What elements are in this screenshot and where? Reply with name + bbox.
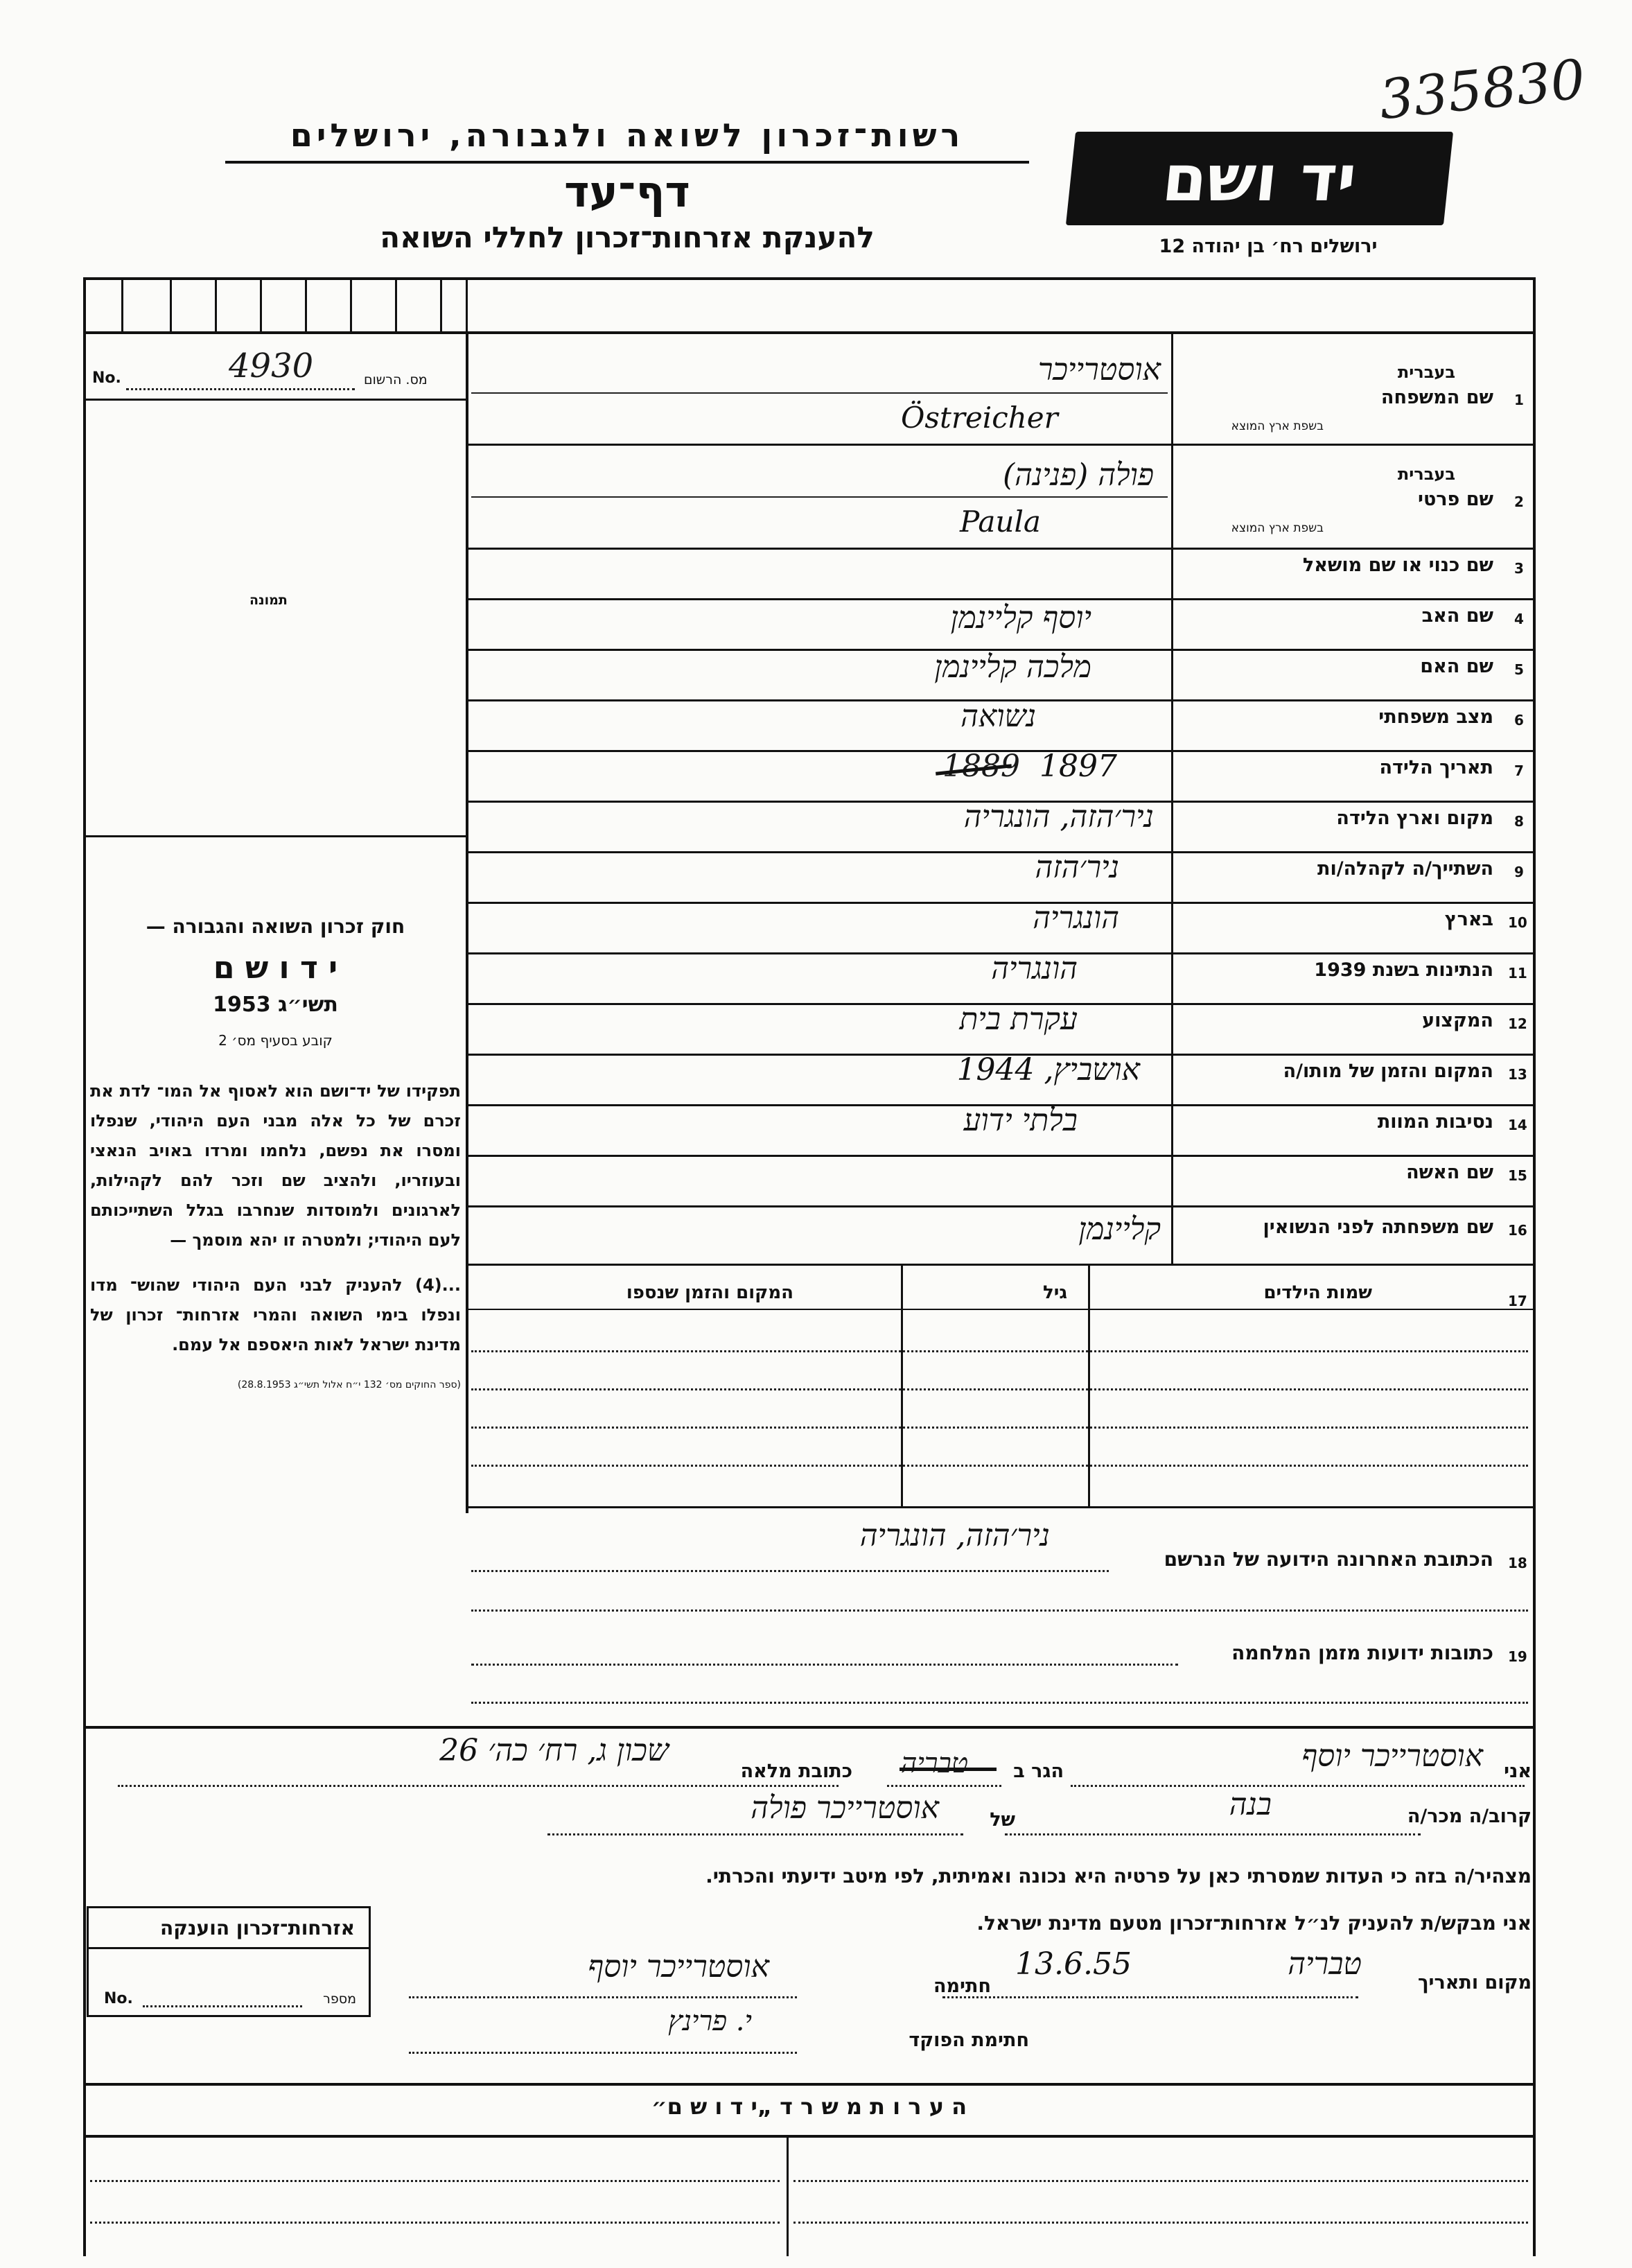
field-12-value: עקרת בית bbox=[959, 1002, 1078, 1037]
law-title: חוק זכרון השואה והגבורה — bbox=[146, 915, 405, 938]
lives-in-struck: טבריה bbox=[901, 1747, 969, 1779]
field-16-label: שם משפחתה לפני הנשואין bbox=[1263, 1216, 1493, 1238]
remarks-title: ה ע ר ו ת מ ש ר ד „י ד ו ש ם״ bbox=[651, 2093, 967, 2120]
field-1-value-hebrew: אוסטרייכר bbox=[1037, 352, 1161, 387]
field-9-label: השתייך/ה לקהלה/ות bbox=[1317, 858, 1493, 880]
officer-value: י. פרינץ bbox=[668, 2005, 752, 2037]
field-5-num: 5 bbox=[1514, 661, 1524, 678]
field-15-label: שם האשה bbox=[1406, 1162, 1493, 1183]
date-value: 13.6.55 bbox=[1015, 1946, 1132, 1982]
law-paragraph-2: ...(4) להעניק לבני העם היהודי שהוש־ מדו ונפלו בימי השואה והמרי אזרחות־ זכרון של מדינת ישראל לאות היאספם אל עמם. bbox=[90, 1275, 461, 1354]
field-19-label: כתובות ידועות מזמן המלחמה bbox=[1231, 1641, 1493, 1664]
lives-in-strike bbox=[900, 1768, 997, 1771]
field-1-num: 1 bbox=[1514, 392, 1524, 408]
law-box bbox=[90, 915, 461, 1390]
field-6-label: מצב משפחתי bbox=[1378, 706, 1493, 728]
field-18-label: הכתובת האחרונה הידועה של הנרשם bbox=[1164, 1548, 1493, 1571]
field-12-label: המקצוע bbox=[1422, 1010, 1493, 1031]
ani-value: אוסטרייכר יוסף bbox=[1301, 1738, 1483, 1774]
field-2-sub-hebrew: בעברית bbox=[1397, 464, 1455, 484]
signature-value: אוסטרייכר יוסף bbox=[588, 1949, 769, 1984]
signature-label: חתימה bbox=[933, 1975, 991, 1997]
field-5-value: מלכה קליינמן bbox=[934, 649, 1091, 685]
field-14-label: נסיבות המוות bbox=[1377, 1111, 1493, 1133]
field-16-num: 16 bbox=[1508, 1222, 1527, 1239]
form-title: דף־עד bbox=[564, 166, 690, 217]
citizenship-box bbox=[87, 1906, 371, 2017]
citizenship-no-he: מספר bbox=[323, 1991, 356, 2007]
officer-label: חתימת הפוקד bbox=[909, 2030, 1029, 2051]
place-value: טבריה bbox=[1288, 1946, 1362, 1982]
field-9-value: ניר׳הזה bbox=[1035, 850, 1119, 885]
ani-label: אני bbox=[1504, 1761, 1532, 1782]
field-8-value: ניר׳הזה, הונגריה bbox=[963, 799, 1154, 835]
field-10-label: בארץ bbox=[1444, 909, 1493, 930]
field-5-label: שם האם bbox=[1420, 656, 1493, 677]
field-18-value: ניר׳הזה, הונגריה bbox=[859, 1518, 1050, 1553]
logo-address: ירושלים רח׳ בן יהודה 12 bbox=[1159, 236, 1378, 257]
field-12-num: 12 bbox=[1508, 1015, 1527, 1032]
field-14-value: בלתי ידוע bbox=[963, 1103, 1078, 1138]
citizenship-no-en: No. bbox=[104, 1990, 133, 2007]
field-7-num: 7 bbox=[1514, 762, 1524, 779]
law-footnote: (ספר החוקים מס׳ 132 י״ח אלול תשי״ג 28.8.1953) bbox=[237, 1379, 461, 1390]
reg-label-en: No. bbox=[92, 369, 121, 387]
field-16-value: קליינמן bbox=[1078, 1212, 1161, 1247]
archive-number: 335830 bbox=[1376, 48, 1588, 132]
form-subtitle: להענקת אזרחות־זכרון לחללי השואה bbox=[380, 220, 875, 254]
field-4-value: יוסף קליינמן bbox=[950, 600, 1091, 636]
field-6-num: 6 bbox=[1514, 712, 1524, 729]
field-8-num: 8 bbox=[1514, 813, 1524, 830]
field-13-value: אושביץ, 1944 bbox=[956, 1052, 1140, 1088]
law-paragraph-1: תפקידו של יד־ושם הוא לאסוף אל המו־ לדת את זכרם של כל אלה מבני העם היהודי, שנפלו ומסרו את נפשם, נלחמו ומרדו באויב הנאצי ובעוזריו, ולהציב שם וזכר להם לקהילות, לארגונים ולמוסדות שנחרבו בגלל השתייכותם לעם היהודי; ולמטרה זו יהא מוסמך — bbox=[90, 1081, 461, 1250]
law-clause: קובע בסעיף מס׳ 2 bbox=[218, 1032, 333, 1049]
statement-2: אני מבקש/ת להעניק לנ״ל אזרחות־זכרון מטעם מדינת ישראל. bbox=[976, 1912, 1532, 1935]
field-11-label: הנתינות בשנת 1939 bbox=[1314, 959, 1493, 981]
field-1-label: שם המשפחה bbox=[1380, 387, 1493, 408]
field-9-num: 9 bbox=[1514, 864, 1524, 880]
field-19-num: 19 bbox=[1508, 1648, 1527, 1665]
field-2-value-hebrew: פולה (פנינה) bbox=[1003, 457, 1154, 493]
field-14-num: 14 bbox=[1508, 1117, 1527, 1133]
place-date-label: מקום ותאריך bbox=[1417, 1972, 1532, 1994]
photo-label: תמונה bbox=[249, 593, 288, 608]
field-3-num: 3 bbox=[1514, 560, 1524, 577]
law-year: תשי״ג 1953 bbox=[213, 993, 338, 1017]
reg-label-he: מס. הרשום bbox=[364, 372, 428, 387]
full-address-label: כתובת מלאה bbox=[740, 1761, 852, 1782]
field-2-num: 2 bbox=[1514, 494, 1524, 510]
lives-in-label: הגר ב bbox=[1013, 1761, 1064, 1782]
registration-number: 4930 bbox=[229, 347, 314, 385]
field-10-value: הונגריה bbox=[1033, 900, 1119, 936]
field-4-num: 4 bbox=[1514, 611, 1524, 627]
children-col-place: המקום והזמן שנספו bbox=[626, 1282, 793, 1303]
of-label: של bbox=[990, 1809, 1015, 1831]
full-address-value: שכון ג, רח׳ כה׳ 26 bbox=[439, 1733, 669, 1768]
logo-text: יד ושם bbox=[1159, 141, 1360, 216]
field-17-num: 17 bbox=[1508, 1293, 1527, 1309]
children-col-names: שמות הילדים bbox=[1263, 1282, 1372, 1303]
statement-1: מצהיר/ה בזה כי העדות שמסרתי כאן על פרטיה היא נכונה ואמיתית, לפי מיטב ידיעתי והכרתי. bbox=[705, 1865, 1532, 1887]
field-7-value: 1897 bbox=[1039, 749, 1117, 784]
field-18-num: 18 bbox=[1508, 1555, 1527, 1571]
field-1-sub-hebrew: בעברית bbox=[1397, 363, 1455, 382]
field-7-label: תאריך הלידה bbox=[1379, 757, 1493, 778]
field-15-num: 15 bbox=[1508, 1167, 1527, 1184]
field-2-label: שם פרטי bbox=[1418, 489, 1493, 510]
field-10-num: 10 bbox=[1508, 914, 1527, 931]
field-1-value-origin: Östreicher bbox=[901, 401, 1058, 435]
field-3-label: שם כנוי או שם מושאל bbox=[1302, 555, 1493, 576]
relation-label: קרוב/ה מכר/ה bbox=[1407, 1806, 1532, 1827]
field-11-value: הונגריה bbox=[991, 951, 1078, 986]
yad-vashem-logo bbox=[1066, 132, 1453, 225]
field-11-num: 11 bbox=[1508, 965, 1527, 982]
field-7-struck-text: 1889 bbox=[942, 749, 1020, 784]
citizenship-title: אזרחות־זכרון הוענקה bbox=[160, 1917, 355, 1939]
field-2-sub-origin: בשפת ארץ המוצא bbox=[1231, 521, 1324, 535]
children-col-age: גיל bbox=[1042, 1282, 1067, 1303]
field-1-sub-origin: בשפת ארץ המוצא bbox=[1231, 419, 1324, 433]
relation-value: בנה bbox=[1229, 1787, 1272, 1822]
field-13-label: המקום והזמן של מותו/ה bbox=[1283, 1061, 1493, 1082]
field-8-label: מקום וארץ הלידה bbox=[1336, 808, 1493, 829]
field-4-label: שם האב bbox=[1421, 605, 1493, 627]
authority-title: רשות־זכרון לשואה ולגבורה, ירושלים bbox=[290, 116, 965, 154]
law-name: י ד ו ש ם bbox=[213, 950, 338, 986]
field-2-value-origin: Paula bbox=[960, 505, 1041, 539]
field-13-num: 13 bbox=[1508, 1066, 1527, 1083]
of-value: אוסטרייכר פולה bbox=[751, 1790, 939, 1826]
field-6-value: נשואה bbox=[960, 699, 1036, 734]
